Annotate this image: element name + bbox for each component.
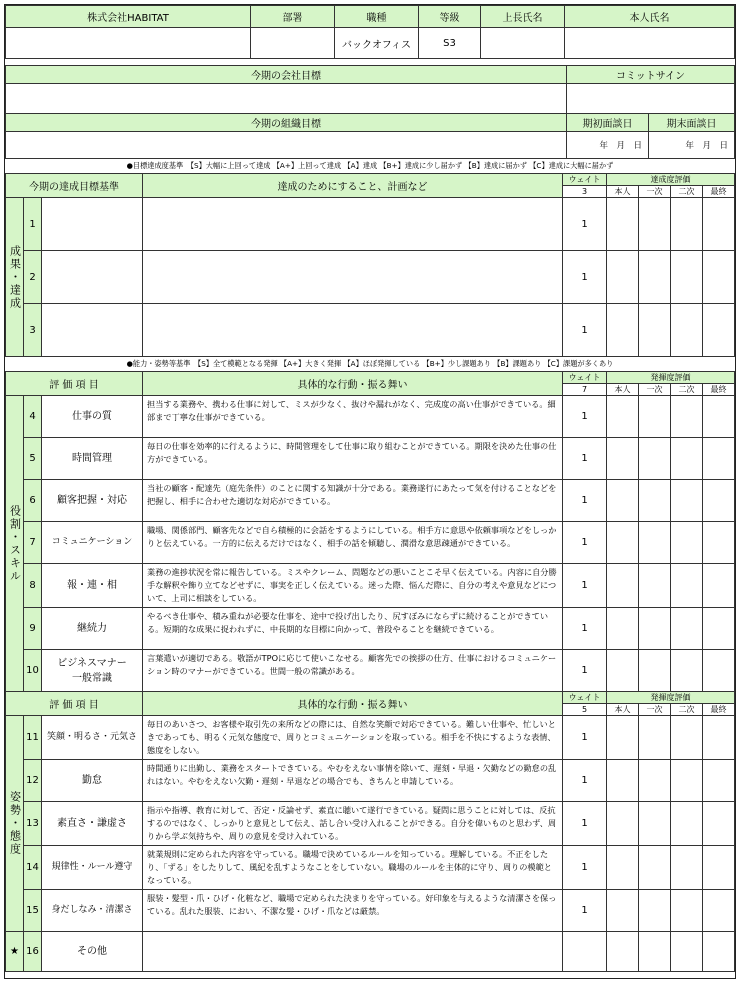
achievement-weight-total: 3 bbox=[563, 186, 607, 198]
final-interview-date[interactable]: 年 月 日 bbox=[648, 132, 734, 159]
achievement-sub-second: 二次 bbox=[671, 186, 703, 198]
eval-self-cell[interactable] bbox=[607, 251, 639, 304]
eval-second-cell[interactable] bbox=[671, 608, 703, 650]
attitude-sub-self: 本人 bbox=[607, 704, 639, 716]
company-goal-label: 今期の会社目標 bbox=[6, 66, 567, 84]
weight-value[interactable]: 1 bbox=[563, 650, 607, 692]
skill-item-name: ビジネスマナー 一般常識 bbox=[42, 650, 143, 692]
eval-second-cell[interactable] bbox=[671, 802, 703, 846]
attitude-row bbox=[6, 716, 735, 760]
skill-row bbox=[6, 480, 735, 522]
eval-final-cell[interactable] bbox=[703, 932, 735, 972]
achievement-weight-label: ウェイト bbox=[563, 174, 607, 186]
plan-field[interactable] bbox=[143, 251, 563, 304]
achievement-goal-header: 今期の達成目標基準 bbox=[6, 174, 143, 198]
skills-behavior-header: 具体的な行動・振る舞い bbox=[143, 372, 563, 396]
eval-final-cell[interactable] bbox=[703, 890, 735, 932]
attitude-item-header: 評 価 項 目 bbox=[6, 692, 143, 716]
eval-self-cell[interactable] bbox=[607, 846, 639, 890]
initial-interview-date[interactable]: 年 月 日 bbox=[566, 132, 648, 159]
weight-value[interactable]: 1 bbox=[563, 716, 607, 760]
attitude-description: 就業規則に定められた内容を守っている。職場で決めているルールを知っている。理解している。不正をしたり、「ずる」をしたりして、風紀を乱すようなことをしていない。職場のルールを主体的に守り、周りの模範となっている。 bbox=[143, 846, 563, 890]
weight-value[interactable]: 1 bbox=[563, 198, 607, 251]
row-number: 16 bbox=[24, 932, 42, 972]
skills-section-label: 役割・スキル bbox=[6, 396, 24, 692]
eval-first-cell[interactable] bbox=[639, 716, 671, 760]
eval-first-cell[interactable] bbox=[639, 890, 671, 932]
eval-final-cell[interactable] bbox=[703, 608, 735, 650]
weight-value[interactable]: 1 bbox=[563, 480, 607, 522]
final-interview-label: 期末面談日 bbox=[648, 114, 734, 132]
row-number: 1 bbox=[24, 198, 42, 251]
attitude-sub-first: 一次 bbox=[639, 704, 671, 716]
dept-label: 部署 bbox=[251, 6, 335, 28]
skill-row bbox=[6, 608, 735, 650]
attitude-weight-label: ウェイト bbox=[563, 692, 607, 704]
self-name-label: 本人氏名 bbox=[565, 6, 735, 28]
eval-final-cell[interactable] bbox=[703, 760, 735, 802]
eval-final-cell[interactable] bbox=[703, 650, 735, 692]
boss-name-field[interactable] bbox=[481, 28, 565, 59]
row-number: 7 bbox=[24, 522, 42, 564]
attitude-row bbox=[6, 846, 735, 890]
attitude-behavior-header: 具体的な行動・振る舞い bbox=[143, 692, 563, 716]
attitude-description: 毎日のあいさつ、お客様や取引先の来所などの際には、自然な笑顔で対応できている。難しい仕事や、忙しいときであっても、明るく元気な態度で、周りとコミュニケーションを取っている。相手を不快にするような表情、態度をしない。 bbox=[143, 716, 563, 760]
star-icon: ★ bbox=[6, 932, 24, 972]
eval-first-cell[interactable] bbox=[639, 564, 671, 608]
eval-first-cell[interactable] bbox=[639, 802, 671, 846]
row-number: 14 bbox=[24, 846, 42, 890]
skill-description: 当社の顧客・配達先（庭先条件）のことに関する知識が十分である。業務遂行にあたって気を付けることなどを把握し、相手に合わせた適切な対応ができている。 bbox=[143, 480, 563, 522]
skills-weight-total: 7 bbox=[563, 384, 607, 396]
goal-field[interactable] bbox=[42, 198, 143, 251]
eval-first-cell[interactable] bbox=[639, 480, 671, 522]
skills-sub-first: 一次 bbox=[639, 384, 671, 396]
eval-self-cell[interactable] bbox=[607, 932, 639, 972]
eval-self-cell[interactable] bbox=[607, 608, 639, 650]
eval-first-cell[interactable] bbox=[639, 438, 671, 480]
other-item-name: その他 bbox=[42, 932, 143, 972]
attitude-description: 指示や指導、教育に対して、否定・反論せず、素直に聴いて遂行できている。疑問に思うことに対しては、反抗するのではなく、しっかりと意見として伝え、話し合い受け入れることができる。自分を偉いものと思わず、周りから学ぶ気持ちや、周りの意見を受け入れている。 bbox=[143, 802, 563, 846]
achievement-eval-label: 達成度評価 bbox=[607, 174, 735, 186]
achievement-plan-header: 達成のためにすること、計画など bbox=[143, 174, 563, 198]
attitude-weight-total: 5 bbox=[563, 704, 607, 716]
job-type-value[interactable]: バックオフィス bbox=[335, 28, 419, 59]
eval-second-cell[interactable] bbox=[671, 846, 703, 890]
eval-self-cell[interactable] bbox=[607, 650, 639, 692]
row-number: 8 bbox=[24, 564, 42, 608]
grade-value[interactable]: S3 bbox=[419, 28, 481, 59]
attitude-row bbox=[6, 802, 735, 846]
boss-label: 上長氏名 bbox=[481, 6, 565, 28]
skill-row bbox=[6, 396, 735, 438]
eval-self-cell[interactable] bbox=[607, 564, 639, 608]
skill-description: 毎日の仕事を効率的に行えるように、時間管理をして仕事に取り組むことができている。期限を決めた仕事の仕方ができている。 bbox=[143, 438, 563, 480]
row-number: 3 bbox=[24, 304, 42, 357]
eval-self-cell[interactable] bbox=[607, 522, 639, 564]
eval-second-cell[interactable] bbox=[671, 396, 703, 438]
eval-second-cell[interactable] bbox=[671, 932, 703, 972]
skill-row bbox=[6, 522, 735, 564]
skill-item-name: 顧客把握・対応 bbox=[42, 480, 143, 522]
row-number: 13 bbox=[24, 802, 42, 846]
weight-value[interactable]: 1 bbox=[563, 846, 607, 890]
achievement-sub-self: 本人 bbox=[607, 186, 639, 198]
initial-interview-label: 期初面談日 bbox=[566, 114, 648, 132]
eval-self-cell[interactable] bbox=[607, 890, 639, 932]
attitude-eval-label: 発揮度評価 bbox=[607, 692, 735, 704]
eval-self-cell[interactable] bbox=[607, 716, 639, 760]
company-blank-field[interactable] bbox=[6, 28, 251, 59]
eval-final-cell[interactable] bbox=[703, 522, 735, 564]
attitude-sub-second: 二次 bbox=[671, 704, 703, 716]
skill-description: 担当する業務や、携わる仕事に対して、ミスが少なく、抜けや漏れがなく、完成度の高い仕事ができている。細部まで丁寧な仕事ができている。 bbox=[143, 396, 563, 438]
eval-final-cell[interactable] bbox=[703, 802, 735, 846]
eval-final-cell[interactable] bbox=[703, 846, 735, 890]
dept-field[interactable] bbox=[251, 28, 335, 59]
goals-table bbox=[5, 65, 735, 159]
eval-second-cell[interactable] bbox=[671, 198, 703, 251]
row-number: 5 bbox=[24, 438, 42, 480]
achievement-sub-final: 最終 bbox=[703, 186, 735, 198]
eval-self-cell[interactable] bbox=[607, 304, 639, 357]
weight-value[interactable]: 1 bbox=[563, 760, 607, 802]
attitude-description: 時間通りに出勤し、業務をスタートできている。やむをえない事情を除いて、遅刻・早退・欠勤などの勤怠の乱れはない。やむをえない欠勤・遅刻・早退などの場合でも、きちんと申請している。 bbox=[143, 760, 563, 802]
grade-label: 等級 bbox=[419, 6, 481, 28]
skill-description: 職場、関係部門、顧客先などで自ら積極的に会話をするようにしている。相手方に意思や依頼事項などをしっかりと伝えている。一方的に伝えるだけではなく、相手の話を傾聴し、潤滑な意思疎通ができている。 bbox=[143, 522, 563, 564]
eval-first-cell[interactable] bbox=[639, 932, 671, 972]
eval-final-cell[interactable] bbox=[703, 716, 735, 760]
row-number: 9 bbox=[24, 608, 42, 650]
goal-field[interactable] bbox=[42, 304, 143, 357]
eval-self-cell[interactable] bbox=[607, 198, 639, 251]
skills-item-header: 評 価 項 目 bbox=[6, 372, 143, 396]
other-row bbox=[6, 932, 735, 972]
org-goal-label: 今期の組織目標 bbox=[6, 114, 567, 132]
skills-eval-label: 発揮度評価 bbox=[607, 372, 735, 384]
eval-final-cell[interactable] bbox=[703, 438, 735, 480]
eval-second-cell[interactable] bbox=[671, 522, 703, 564]
achievement-row bbox=[6, 251, 735, 304]
row-number: 6 bbox=[24, 480, 42, 522]
skills-sub-second: 二次 bbox=[671, 384, 703, 396]
attitude-item-name: 笑顔・明るさ・元気さ bbox=[42, 716, 143, 760]
skill-description: 言葉遣いが適切である。敬語がTPOに応じて使いこなせる。顧客先での挨拶の仕方、仕事におけるコミュニケーション時のマナーができている。世間一般の常識がある。 bbox=[143, 650, 563, 692]
evaluation-sheet bbox=[4, 4, 736, 979]
eval-final-cell[interactable] bbox=[703, 251, 735, 304]
commit-sign-field[interactable] bbox=[566, 84, 734, 114]
attitude-item-name: 素直さ・謙虚さ bbox=[42, 802, 143, 846]
skill-item-name: 継続力 bbox=[42, 608, 143, 650]
eval-self-cell[interactable] bbox=[607, 802, 639, 846]
achievement-sub-first: 一次 bbox=[639, 186, 671, 198]
skill-item-name: 時間管理 bbox=[42, 438, 143, 480]
skill-item-name: コミュニケーション bbox=[42, 522, 143, 564]
weight-value[interactable]: 1 bbox=[563, 890, 607, 932]
skills-weight-label: ウェイト bbox=[563, 372, 607, 384]
eval-final-cell[interactable] bbox=[703, 480, 735, 522]
skills-sub-final: 最終 bbox=[703, 384, 735, 396]
eval-second-cell[interactable] bbox=[671, 564, 703, 608]
weight-value[interactable]: 1 bbox=[563, 564, 607, 608]
eval-first-cell[interactable] bbox=[639, 304, 671, 357]
eval-second-cell[interactable] bbox=[671, 480, 703, 522]
skill-row bbox=[6, 438, 735, 480]
eval-second-cell[interactable] bbox=[671, 304, 703, 357]
plan-field[interactable] bbox=[143, 198, 563, 251]
job-type-label: 職種 bbox=[335, 6, 419, 28]
goal-field[interactable] bbox=[42, 251, 143, 304]
attitude-description: 服装・髪型・爪・ひげ・化粧など、職場で定められた決まりを守っている。好印象を与えるような清潔さを保っている。乱れた服装、におい、不潔な髪・ひげ・爪などは厳禁。 bbox=[143, 890, 563, 932]
achievement-legend: ●目標達成度基準 【S】大幅に上回って達成 【A+】上回って達成 【A】達成 【B+】達成に少し届かず 【B】達成に届かず 【C】達成に大幅に届かず bbox=[126, 161, 614, 170]
eval-second-cell[interactable] bbox=[671, 251, 703, 304]
commit-sign-label: コミットサイン bbox=[566, 66, 734, 84]
eval-first-cell[interactable] bbox=[639, 846, 671, 890]
eval-first-cell[interactable] bbox=[639, 396, 671, 438]
weight-value[interactable]: 1 bbox=[563, 396, 607, 438]
attitude-row bbox=[6, 890, 735, 932]
attitude-item-name: 身だしなみ・清潔さ bbox=[42, 890, 143, 932]
plan-field[interactable] bbox=[143, 304, 563, 357]
header-table bbox=[5, 5, 735, 59]
skill-description: やるべき仕事や、積み重ねが必要な仕事を、途中で投げ出したり、尻すぼみにならずに続けることができている。短期的な成果に捉われずに、中長期的な目標に向かって、普段やることを継続できている。 bbox=[143, 608, 563, 650]
weight-value[interactable]: 1 bbox=[563, 304, 607, 357]
row-number: 15 bbox=[24, 890, 42, 932]
achievement-table bbox=[5, 173, 735, 357]
weight-value[interactable]: 1 bbox=[563, 608, 607, 650]
attitude-row bbox=[6, 760, 735, 802]
eval-second-cell[interactable] bbox=[671, 716, 703, 760]
row-number: 10 bbox=[24, 650, 42, 692]
eval-second-cell[interactable] bbox=[671, 890, 703, 932]
eval-self-cell[interactable] bbox=[607, 760, 639, 802]
company-goal-field[interactable] bbox=[6, 84, 567, 114]
skill-item-name: 報・連・相 bbox=[42, 564, 143, 608]
row-number: 4 bbox=[24, 396, 42, 438]
skills-table bbox=[5, 371, 735, 972]
skill-description: 業務の進捗状況を常に報告している。ミスやクレーム、問題などの悪いことこそ早く伝えている。内容に自分勝手な解釈や飾り立てなどせずに、事実を正しく伝えている。迷った際、悩んだ際に、自分の考えや意見などについて、上司に相談をしている。 bbox=[143, 564, 563, 608]
skill-row bbox=[6, 564, 735, 608]
eval-final-cell[interactable] bbox=[703, 564, 735, 608]
eval-second-cell[interactable] bbox=[671, 760, 703, 802]
eval-first-cell[interactable] bbox=[639, 198, 671, 251]
attitude-section-label: 姿勢・態度 bbox=[6, 716, 24, 932]
weight-value[interactable]: 1 bbox=[563, 438, 607, 480]
eval-self-cell[interactable] bbox=[607, 438, 639, 480]
eval-final-cell[interactable] bbox=[703, 198, 735, 251]
skills-legend: ●能力・姿勢等基準 【S】全て模範となる発揮 【A+】大きく発揮 【A】ほぼ発揮している 【B+】少し課題あり 【B】課題あり 【C】課題が多くあり bbox=[126, 359, 614, 368]
eval-first-cell[interactable] bbox=[639, 760, 671, 802]
eval-final-cell[interactable] bbox=[703, 304, 735, 357]
row-number: 2 bbox=[24, 251, 42, 304]
achievement-row bbox=[6, 304, 735, 357]
eval-self-cell[interactable] bbox=[607, 396, 639, 438]
skill-row bbox=[6, 650, 735, 692]
eval-first-cell[interactable] bbox=[639, 251, 671, 304]
eval-second-cell[interactable] bbox=[671, 650, 703, 692]
weight-value[interactable]: 1 bbox=[563, 522, 607, 564]
row-number: 12 bbox=[24, 760, 42, 802]
weight-value[interactable]: 1 bbox=[563, 802, 607, 846]
company-name: 株式会社HABITAT bbox=[6, 6, 251, 28]
row-number: 11 bbox=[24, 716, 42, 760]
attitude-item-name: 規律性・ルール遵守 bbox=[42, 846, 143, 890]
self-name-field[interactable] bbox=[565, 28, 735, 59]
other-weight-cell[interactable] bbox=[563, 932, 607, 972]
eval-self-cell[interactable] bbox=[607, 480, 639, 522]
eval-first-cell[interactable] bbox=[639, 522, 671, 564]
skill-item-name: 仕事の質 bbox=[42, 396, 143, 438]
achievement-section-label: 成果・達成 bbox=[6, 198, 24, 357]
eval-first-cell[interactable] bbox=[639, 608, 671, 650]
attitude-sub-final: 最終 bbox=[703, 704, 735, 716]
eval-first-cell[interactable] bbox=[639, 650, 671, 692]
org-goal-field[interactable] bbox=[6, 132, 567, 159]
eval-final-cell[interactable] bbox=[703, 396, 735, 438]
skills-sub-self: 本人 bbox=[607, 384, 639, 396]
attitude-item-name: 勤怠 bbox=[42, 760, 143, 802]
weight-value[interactable]: 1 bbox=[563, 251, 607, 304]
other-description-field[interactable] bbox=[143, 932, 563, 972]
achievement-row bbox=[6, 198, 735, 251]
eval-second-cell[interactable] bbox=[671, 438, 703, 480]
